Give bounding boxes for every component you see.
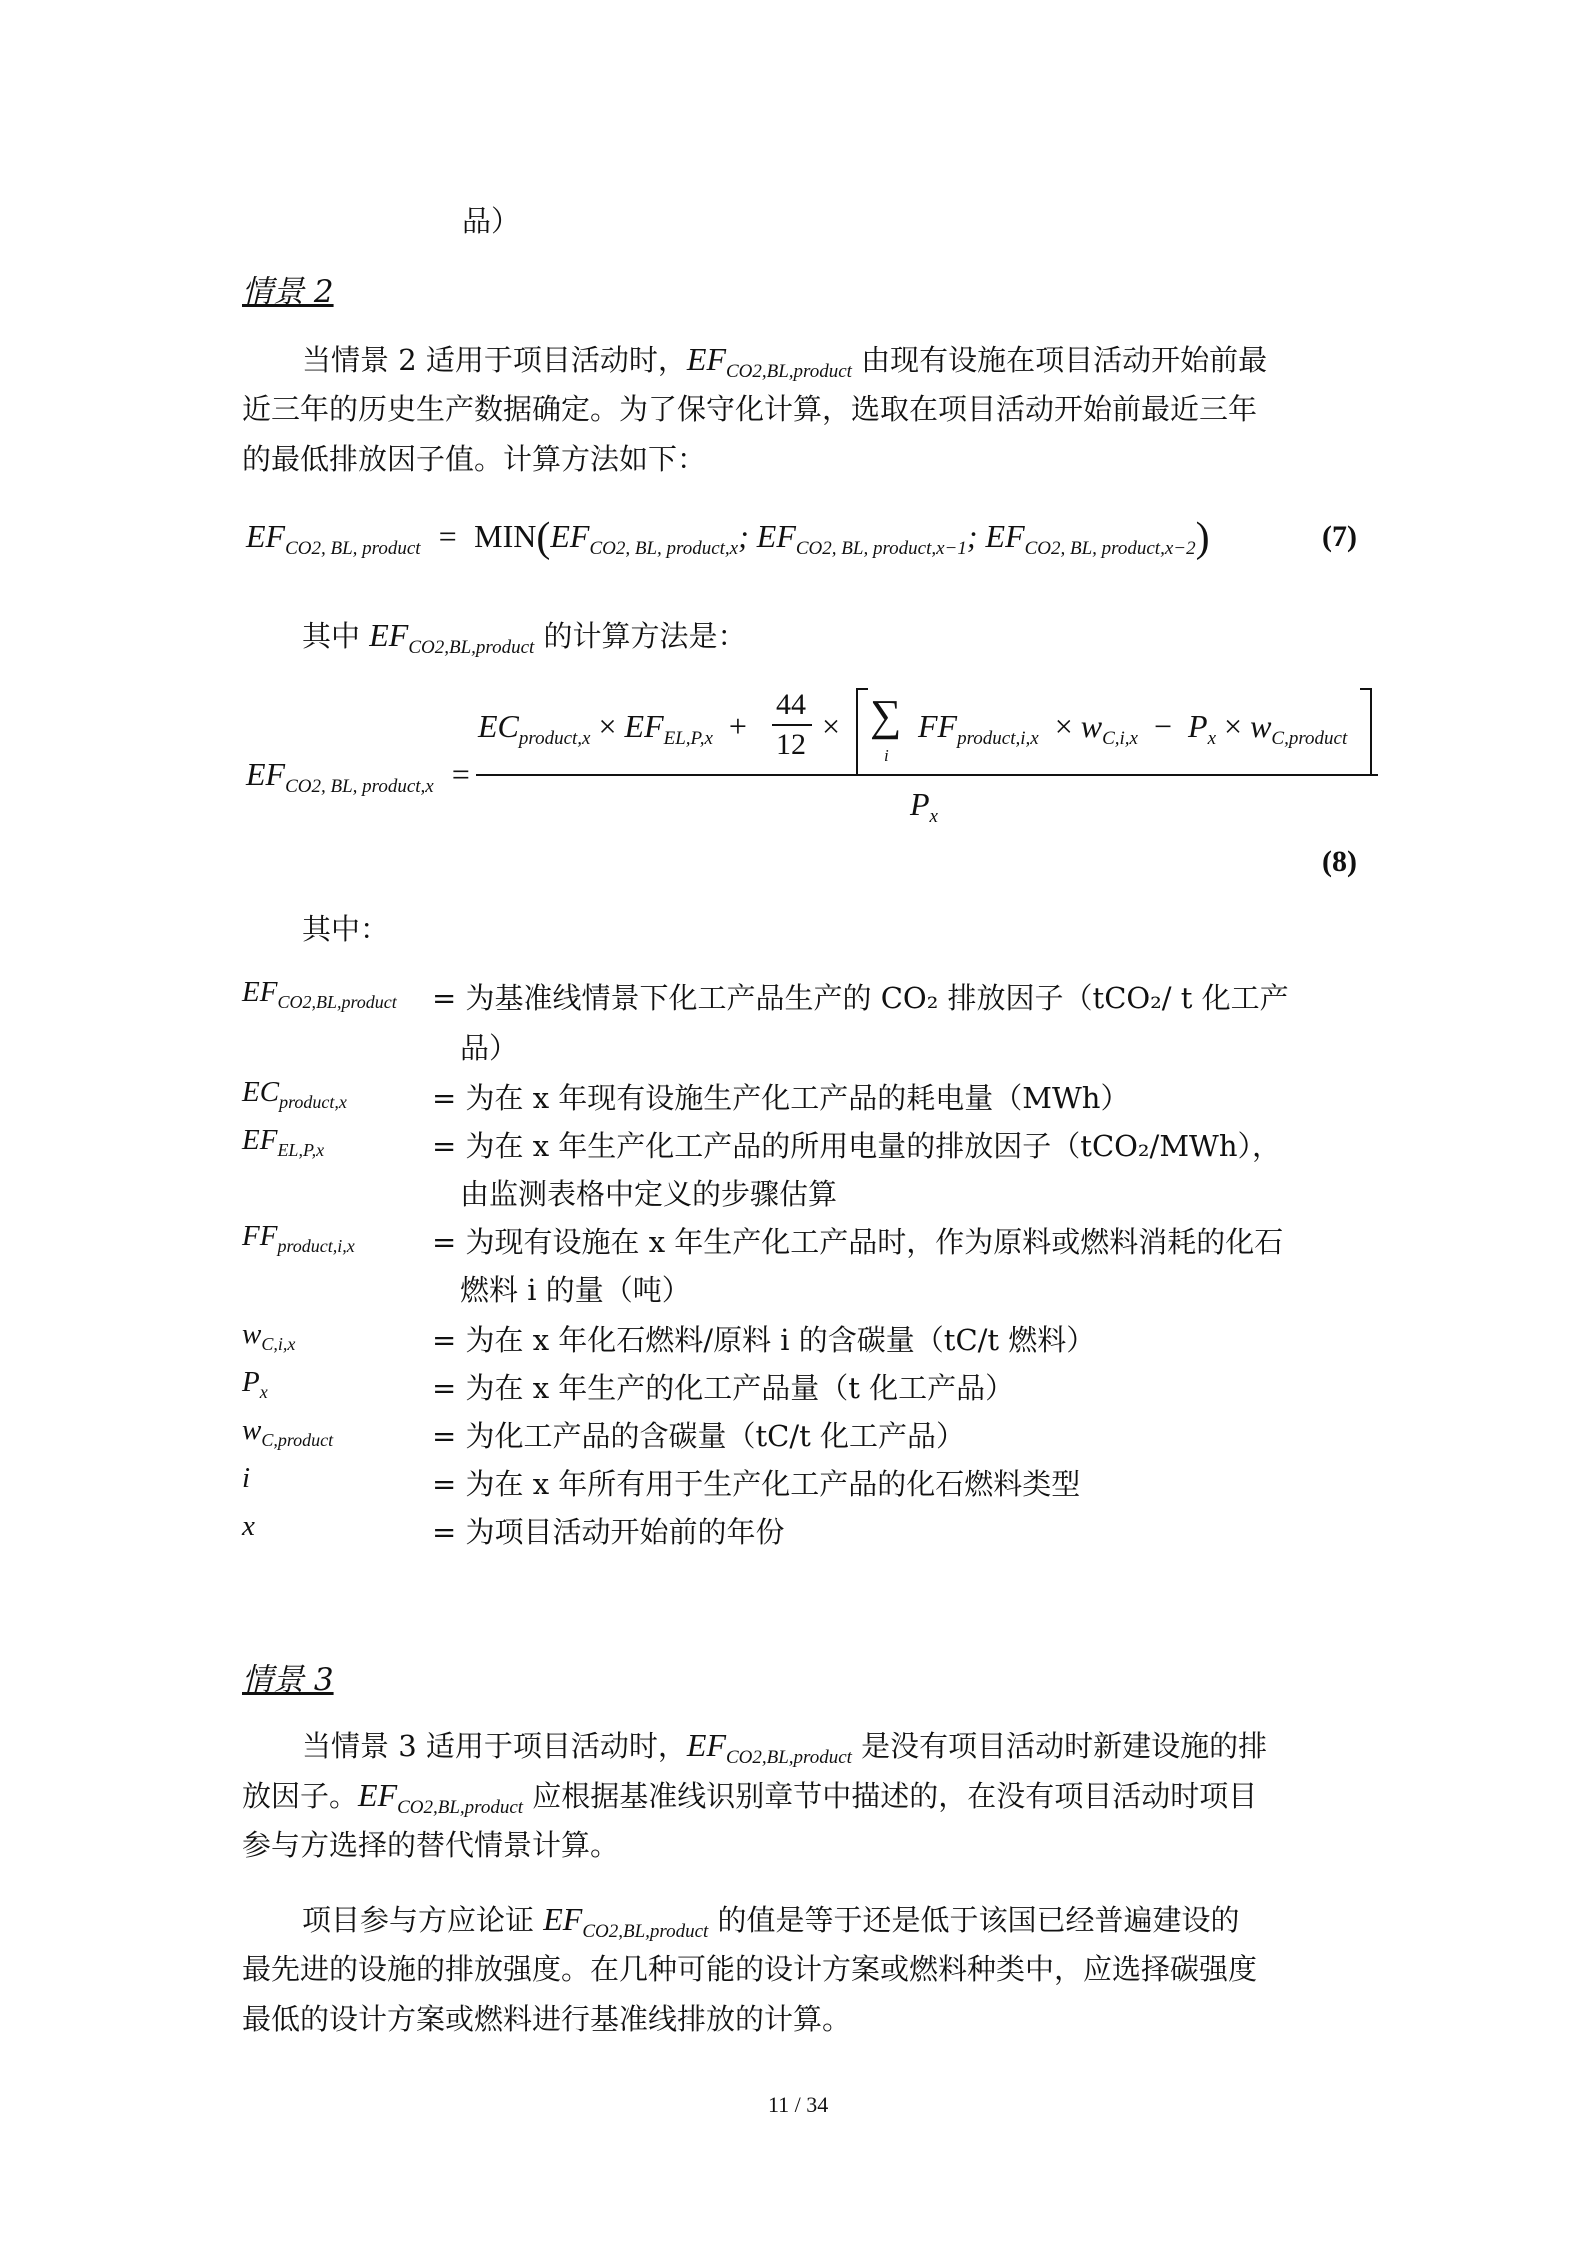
scenario3-p2-line1: 项目参与方应论证 $EF_{CO2,BL,product}$ 的值是等于还是低于该国已经普遍建设的 [302, 1901, 1240, 1942]
definition-symbol: x [242, 1510, 255, 1542]
times-sign: × [822, 708, 841, 744]
definition-text: = 为在 x 年所有用于生产化工产品的化石燃料类型 [432, 1467, 1081, 1501]
equation-8-number: (8) [1322, 845, 1357, 878]
definition-text: = 为现有设施在 x 年生产化工产品时，作为原料或燃料消耗的化石 [432, 1225, 1284, 1259]
equation-7-number: (7) [1322, 520, 1357, 553]
frac-44-12-line [772, 724, 812, 726]
scenario3-p2-line3: 最低的设计方案或燃料进行基准线排放的计算。 [242, 2002, 852, 2036]
scenario2-para-line1: 当情景 2 适用于项目活动时，$EF_{CO2,BL,product}$ 由现有设施在项目活动开始前最 [302, 341, 1268, 382]
frac-44: 44 [776, 688, 806, 721]
definition-symbol: i [242, 1462, 251, 1494]
definition-symbol: $EC_{product,x}$ [242, 1076, 347, 1112]
scenario3-p2-line2: 最先进的设施的排放强度。在几种可能的设计方案或燃料种类中，应选择碳强度 [242, 1952, 1258, 1986]
sum-sign: ∑ [870, 691, 902, 740]
scenario3-heading: 情景 3 [242, 1662, 334, 1698]
left-bracket [856, 688, 868, 776]
definition-text-cont: 品） [460, 1031, 519, 1065]
eq8-fraction-line [476, 774, 1378, 776]
scenario3-p1-line2: 放因子。$EF_{CO2,BL,product}$ 应根据基准线识别章节中描述的，在没有项目活动时项目 [242, 1777, 1258, 1818]
frac-12: 12 [776, 728, 806, 761]
right-bracket [1360, 688, 1372, 776]
definition-symbol: $w_{C,product}$ [242, 1414, 334, 1450]
where-list-intro: 其中： [302, 912, 390, 946]
definition-symbol: $FF_{product,i,x}$ [242, 1220, 355, 1256]
scenario3-p1-line1: 当情景 3 适用于项目活动时，$EF_{CO2,BL,product}$ 是没有项目活动时新建设施的排 [302, 1727, 1268, 1768]
definition-text: = 为在 x 年生产化工产品的所用电量的排放因子（tCO₂/MWh）， [432, 1129, 1282, 1163]
definition-symbol: $w_{C,i,x}$ [242, 1318, 296, 1354]
definition-symbol: $EF_{CO2,BL,product}$ [242, 976, 397, 1012]
eq8-bracket-content: $FF_{product,i,x} \times w_{C,i,x} - P_x \times w_{C,product}$ [918, 708, 1348, 749]
scenario2-para-line3: 的最低排放因子值。计算方法如下： [242, 442, 707, 476]
sum-index: i [884, 746, 889, 765]
definition-text: = 为在 x 年现有设施生产化工产品的耗电量（MWh） [432, 1081, 1130, 1115]
page-number: 11 / 34 [768, 2092, 829, 2117]
continuation-text: 品） [462, 204, 521, 238]
where-line: 其中 $EF_{CO2,BL,product}$ 的计算方法是： [302, 617, 747, 658]
definition-symbol: $EF_{EL,P,x}$ [242, 1124, 325, 1160]
scenario2-heading: 情景 2 [242, 274, 334, 310]
definition-text: = 为化工产品的含碳量（tC/t 化工产品） [432, 1419, 966, 1453]
definition-text-cont: 燃料 i 的量（吨） [460, 1273, 691, 1307]
definition-text: = 为在 x 年生产的化工产品量（t 化工产品） [432, 1371, 1015, 1405]
scenario3-p1-line3: 参与方选择的替代情景计算。 [242, 1828, 620, 1862]
equation-7: $EF_{CO2, BL, product} = MIN(EF_{CO2, BL, product,x}$; $EF_{CO2, BL, product,x-1}$; $EF_{CO2, BL, product,x-2}$) [246, 515, 1210, 561]
definition-text: = 为基准线情景下化工产品生产的 CO₂ 排放因子（tCO₂/ t 化工产 [432, 981, 1289, 1015]
definition-text: = 为项目活动开始前的年份 [432, 1515, 785, 1549]
definition-text-cont: 由监测表格中定义的步骤估算 [460, 1177, 838, 1211]
eq8-lhs: $EF_{CO2, BL, product,x}$ = [246, 756, 472, 797]
definition-text: = 为在 x 年化石燃料/原料 i 的含碳量（tC/t 燃料） [432, 1323, 1096, 1357]
eq8-denominator: $P_x$ [910, 786, 938, 827]
definition-symbol: $P_x$ [242, 1366, 268, 1402]
scenario2-para-line2: 近三年的历史生产数据确定。为了保守化计算，选取在项目活动开始前最近三年 [242, 392, 1258, 426]
eq8-numerator: $EC_{product,x} \times EF_{EL,P,x}$ + [478, 708, 747, 749]
